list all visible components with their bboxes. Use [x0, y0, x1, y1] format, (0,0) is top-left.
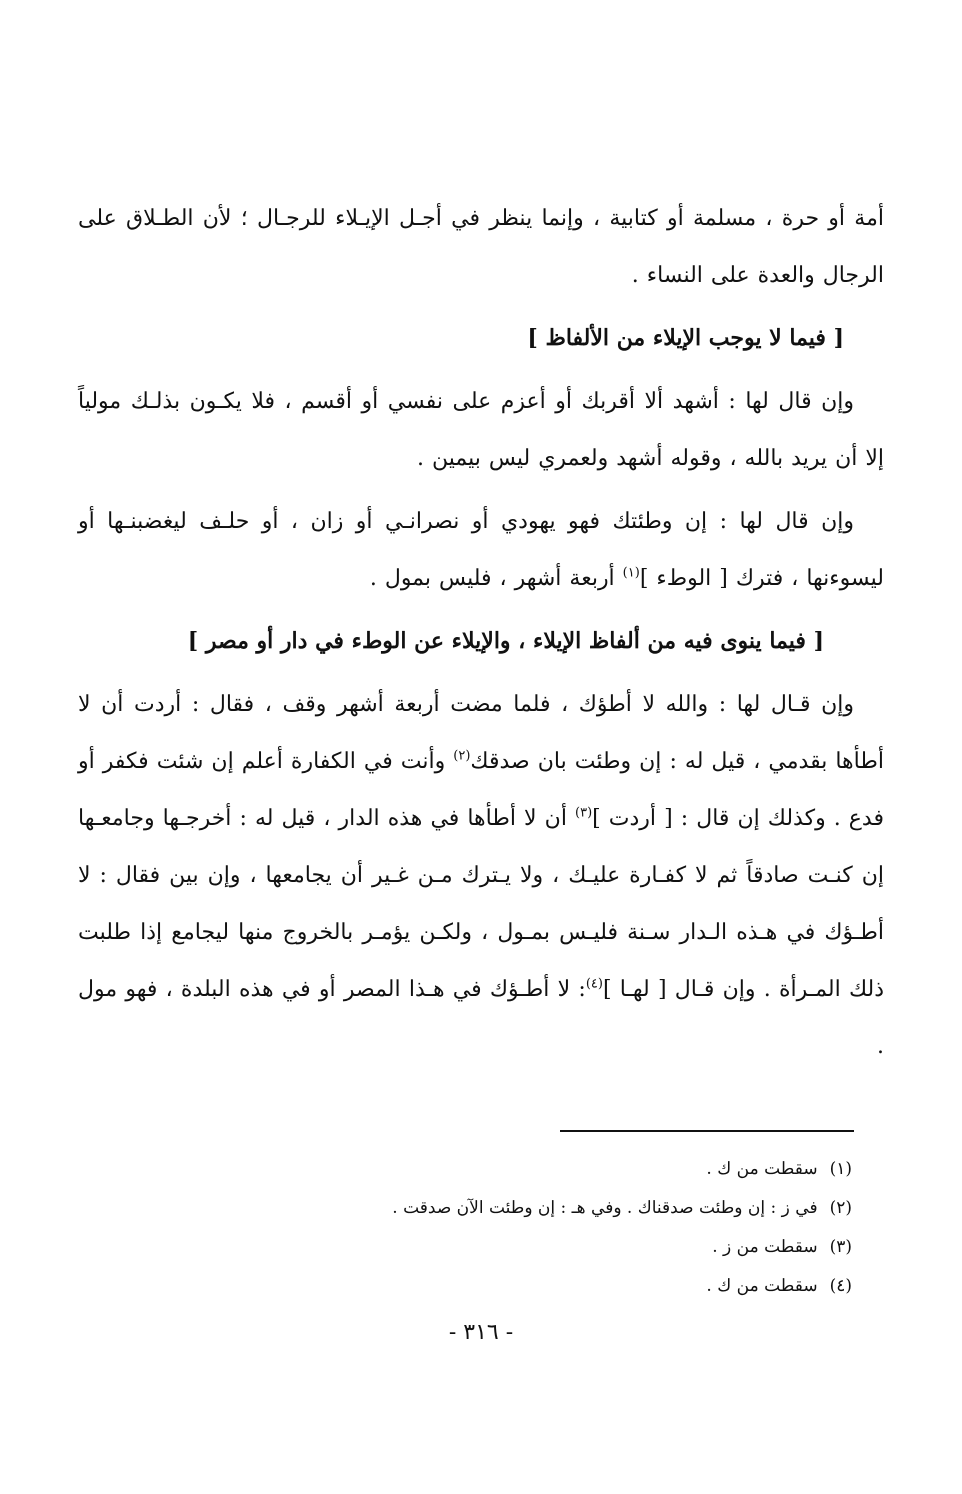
paragraph-3	[78, 493, 884, 607]
footnote-number: (١)	[829, 1159, 852, 1179]
footnote-ref-2: (٢)	[453, 748, 471, 764]
section-heading-2: [ فيما ينوى فيه من ألفاظ الإيلاء ، والإيلاء عن الوطء في دار أو مصر ]	[187, 628, 824, 654]
footnote-number: (٣)	[829, 1237, 852, 1257]
footnote-text: في ز : إن وطئت صدقناك . وفي هـ : إن وطئت الآن صدقت .	[392, 1198, 818, 1218]
footnote-ref-1: (١)	[622, 565, 640, 581]
paragraph-4	[78, 676, 884, 1075]
footnote-number: (٢)	[829, 1198, 852, 1218]
paragraph-4-text-c: أن لا أطأها في هذه الدار ، قيل له : أخرجـها وجامعـها إن كنـت صادقاً ثم لا كفـارة عليـك ، ولا يـترك مـن غـير أن يجامعها ، وإن بين فقال : لا أطـؤك في هـذه الـدار سـنة فليـس بمـول ، ولكـن يؤمـر بالخروج منها ليجامع إذا طلبت ذلك المـرأة . وإن قـال [ لهـا ]	[78, 806, 884, 1002]
paragraph-3-text-b: أربعة أشهر ، فليس بمول .	[369, 566, 623, 591]
paragraph-4-text-d: : لا أطـؤك في هـذا المصر أو في هذه البلدة ، فهو مول .	[78, 977, 884, 1059]
footnote-number: (٤)	[829, 1276, 852, 1296]
paragraph-1: أمة أو حرة ، مسلمة أو كتابية ، وإنما ينظر في أجـل الإيـلاء للرجـال ؛ لأن الطـلاق على الرجال والعدة على النساء .	[78, 206, 884, 288]
footnote-text: سقطت من ك .	[706, 1276, 818, 1296]
footnote-4	[152, 1267, 852, 1306]
page-number: - ٣١٦ -	[448, 1320, 514, 1345]
footnote-1	[152, 1150, 852, 1189]
footnote-text: سقطت من ز .	[712, 1237, 818, 1257]
paragraph-4-text-b: وأنت في الكفارة أعلم إن شئت فكفر أو فدع . وكذلك إن قال : [ أردت ]	[78, 749, 884, 831]
footnote-ref-4: (٤)	[585, 976, 603, 992]
footnote-text: سقطت من ك .	[706, 1159, 818, 1179]
paragraph-3-text-a: وإن قال لها : إن وطئتك فهو يهودي أو نصرانـي أو زان ، أو حلـف ليغضبنـها أو ليسوءنها ، فترك [ الوطء ]	[78, 509, 884, 591]
paragraph-4-text-a: وإن قـال لها : والله لا أطؤك ، فلما مضت أربعة أشهر وقف ، فقال : أردت أن لا أطأها بقدمي ، قيل له : إن وطئت بان صدقك	[78, 692, 884, 774]
footnotes	[152, 1150, 852, 1306]
paragraph-2: وإن قال لها : أشهد ألا أقربك أو أعزم على نفسي أو أقسم ، فلا يكـون بذلـك مولياً إلا أن يريد بالله ، وقوله أشهد ولعمري ليس بيمين .	[78, 389, 884, 471]
section-heading-1: [ فيما لا يوجب الإيلاء من الألفاظ ]	[527, 325, 844, 351]
footnote-2	[152, 1189, 852, 1228]
footnote-3	[152, 1228, 852, 1267]
footnote-ref-3: (٣)	[575, 805, 593, 821]
footnote-divider	[560, 1130, 854, 1132]
main-text	[78, 190, 884, 1075]
